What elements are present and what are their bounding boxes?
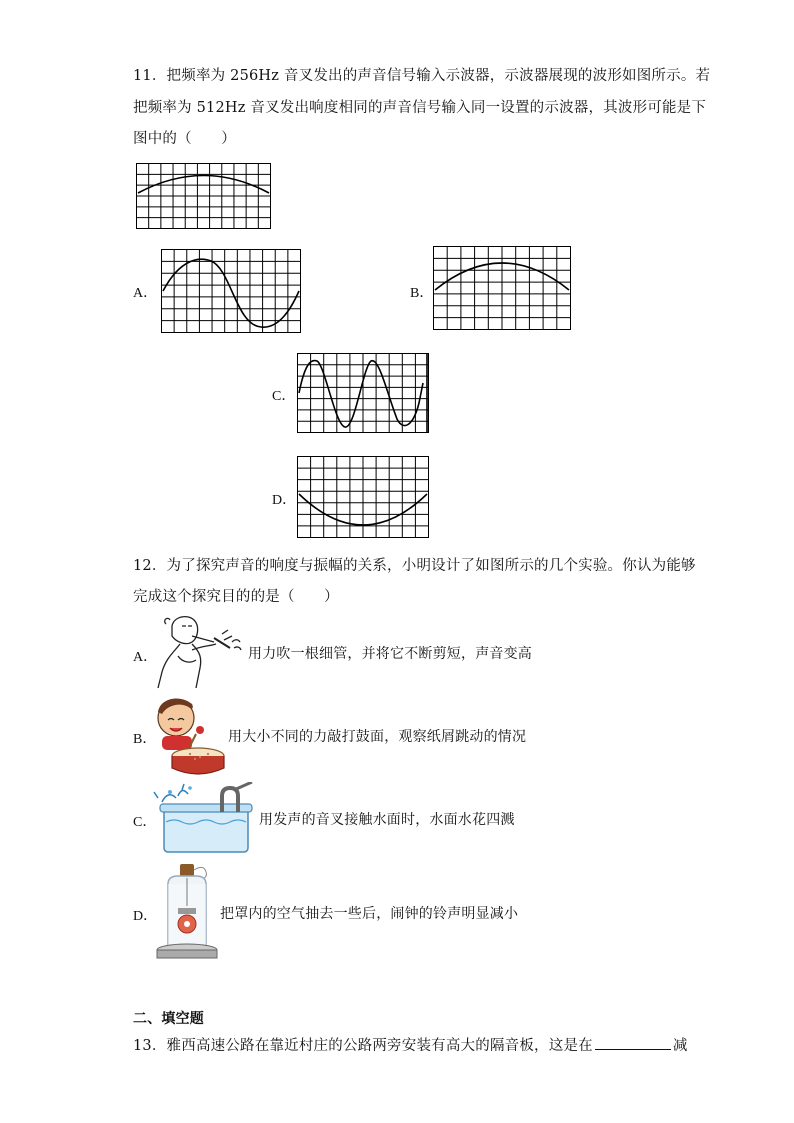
- q13-text-a: 13．雅西高速公路在靠近村庄的公路两旁安装有高大的隔音板，这是在: [133, 1038, 593, 1054]
- boy-drum-icon: [150, 694, 230, 778]
- q11-option-a-label[interactable]: A．: [133, 286, 158, 301]
- q13-line1: [133, 1035, 688, 1056]
- option-b-waveform[interactable]: [433, 246, 571, 330]
- option-c-waveform[interactable]: [297, 353, 429, 433]
- person-blowing-tube-icon: [152, 612, 248, 690]
- q13-text-b: 减: [672, 1038, 688, 1054]
- section-title: 二、填空题: [133, 1011, 204, 1027]
- q11-option-c-label[interactable]: C．: [272, 389, 296, 404]
- q12-line1: 12．为了探究声音的响度与振幅的关系，小明设计了如图所示的几个实验。你认为能够: [133, 558, 696, 574]
- q12-option-a-label[interactable]: A．: [133, 650, 158, 665]
- q11-line2: 把频率为 512Hz 音叉发出响度相同的声音信号输入同一设置的示波器，其波形可能是下: [133, 100, 707, 116]
- option-d-waveform[interactable]: [297, 456, 429, 538]
- q12-option-a-text: 用力吹一根细管，并将它不断剪短，声音变高: [248, 646, 532, 662]
- q11-line3: 图中的（ ）: [133, 131, 236, 147]
- tuning-fork-water-icon: [152, 782, 258, 856]
- q11-line1: 11．把频率为 256Hz 音叉发出的声音信号输入示波器，示波器展现的波形如图所示。若: [133, 68, 711, 84]
- reference-waveform: [136, 163, 271, 229]
- q11-option-b-label[interactable]: B．: [410, 286, 434, 301]
- q11-option-d-label[interactable]: D．: [272, 493, 297, 508]
- q12-option-d-label[interactable]: D．: [133, 909, 158, 924]
- q13-blank[interactable]: [595, 1035, 671, 1050]
- q12-option-b-label[interactable]: B．: [133, 732, 157, 747]
- option-a-waveform[interactable]: [161, 249, 301, 333]
- q12-option-b-text: 用大小不同的力敲打鼓面，观察纸屑跳动的情况: [228, 729, 527, 745]
- q12-option-d-text: 把罩内的空气抽去一些后，闹钟的铃声明显减小: [220, 906, 519, 922]
- q12-line2: 完成这个探究目的的是（ ）: [133, 589, 339, 605]
- q12-option-c-label[interactable]: C．: [133, 815, 157, 830]
- bell-jar-alarm-icon: [154, 862, 220, 966]
- q12-option-c-text: 用发声的音叉接触水面时，水面水花四溅: [259, 812, 515, 828]
